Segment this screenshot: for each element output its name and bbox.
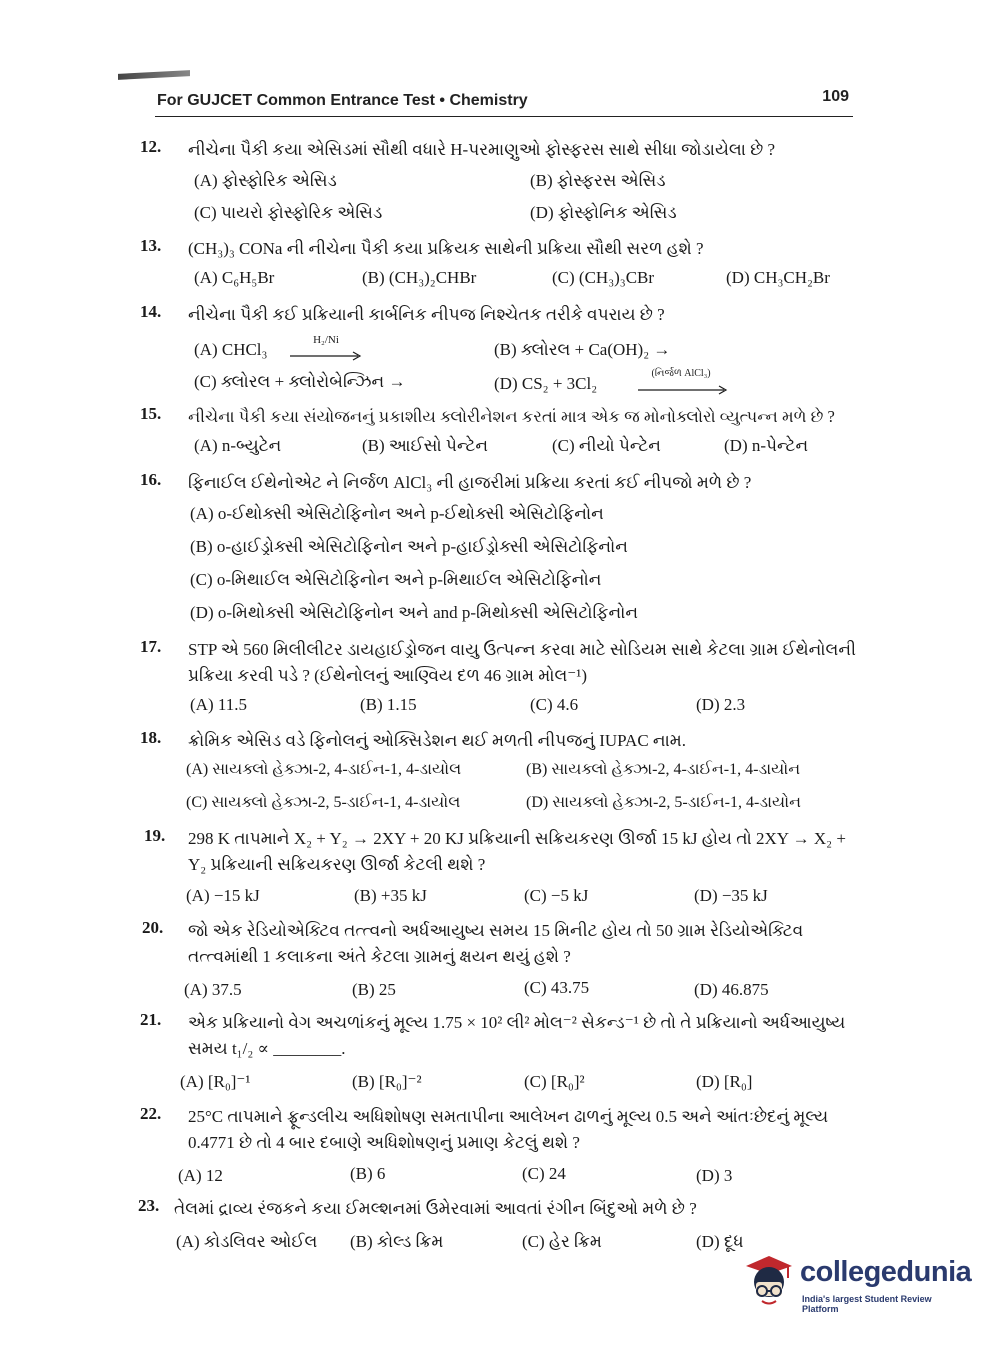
option-b: (B) 1.15 <box>360 695 417 714</box>
question-19 <box>140 826 860 911</box>
option-b: (B) 6 <box>350 1164 386 1183</box>
question-15 <box>140 404 860 464</box>
option-c: (C) પાયરો ફોસ્ફોરિક એસિડ <box>194 203 383 222</box>
question-17 <box>140 637 860 722</box>
question-text: નીચેના પૈકી કઈ પ્રક્રિયાની કાર્બનિક નીપજ નિશ્ચેતક તરીકે વપરાય છે ? <box>188 305 665 324</box>
question-14 <box>140 302 860 394</box>
header-title: For GUJCET Common Entrance Test • Chemistry <box>157 92 528 109</box>
question-number: 12. <box>140 137 162 156</box>
question-text: STP એ 560 મિલીલીટર ડાયહાઈડ્રોજન વાયુ ઉત્પન્ન કરવા માટે સોડિયમ સાથે કેટલા ગ્રામ ઈથેનોલની પ્રક્રિયા કરવી પડે ? (ઈથેનોલનું આણ્વિય દળ 46 ગ્રામ મોલ⁻¹) <box>188 640 856 685</box>
page-header <box>155 88 853 117</box>
option-d: (D) CH₃CH₂Br <box>726 268 830 287</box>
logo-wordmark: collegedunia <box>800 1256 972 1288</box>
option-c: (C) 4.6 <box>530 695 579 714</box>
question-number: 19. <box>144 826 166 845</box>
option-c: (C) [R₀]² <box>524 1072 585 1091</box>
question-23 <box>140 1196 860 1258</box>
collegedunia-watermark <box>742 1252 972 1314</box>
question-number: 13. <box>140 236 162 255</box>
option-b: (B) સાયક્લો હેક્ઝા-2, 4-ડાઈન-1, 4-ડાયોન <box>526 761 801 778</box>
question-number: 20. <box>142 918 164 937</box>
option-c: (C) ક્લોરલ + ક્લોરોબેન્ઝિન → <box>194 372 406 391</box>
option-d: (D) 2.3 <box>696 695 746 714</box>
option-c: (C) નીયો પેન્ટેન <box>552 436 661 455</box>
option-b: (B) +35 kJ <box>354 886 427 905</box>
option-a: (A) 12 <box>178 1166 223 1185</box>
option-b: (B) [R₀]⁻² <box>352 1072 422 1091</box>
option-b: (B) કોલ્ડ ક્રિમ <box>350 1232 444 1251</box>
decorative-corner-bar <box>118 70 190 80</box>
option-a: (A) o-ઈથોક્સી એસિટોફિનોન અને p-ઈથોક્સી એસિટોફિનોન <box>190 504 604 523</box>
option-c: (C) 43.75 <box>524 978 590 997</box>
option-d: (D) [R₀] <box>696 1072 753 1091</box>
option-c: (C) 24 <box>522 1164 566 1183</box>
question-text: ફિનાઈલ ઈથેનોએટ ને નિર્જળ AlCl₃ ની હાજરીમાં પ્રક્રિયા કરતાં કઈ નીપજો મળે છે ? <box>188 473 752 492</box>
option-d: (D) CS₂ + 3Cl₂ <box>494 374 598 393</box>
option-a: (A) n-બ્યુટેન <box>194 436 282 455</box>
question-number: 14. <box>140 302 162 321</box>
question-number: 23. <box>138 1196 160 1215</box>
question-text: ક્રોમિક એસિડ વડે ફિનોલનું ઓક્સિડેશન થઈ મળતી નીપજનું IUPAC નામ. <box>188 731 687 750</box>
option-d: (D) 3 <box>696 1166 733 1185</box>
collegedunia-mascot-icon <box>742 1252 796 1308</box>
option-c: (C) સાયક્લો હેક્ઝા-2, 5-ડાઈન-1, 4-ડાયોલ <box>186 794 461 811</box>
question-20 <box>140 918 860 1006</box>
option-a: (A) 37.5 <box>184 980 242 999</box>
option-a: (A) −15 kJ <box>186 886 260 905</box>
reaction-arrow-label: H₂/Ni <box>313 334 339 346</box>
option-a: (A) [R₀]⁻¹ <box>180 1072 251 1091</box>
option-d: (D) 46.875 <box>694 980 769 999</box>
question-text: એક પ્રક્રિયાનો વેગ અચળાંકનું મૂલ્ય 1.75 × 10² લી² મોલ⁻² સેકન્ડ⁻¹ છે તો તે પ્રક્રિયાનો અર્ધઆયુષ્ય સમય t₁/₂ ∝ ________. <box>188 1013 846 1058</box>
option-c: (C) o-મિથાઈલ એસિટોફિનોન અને p-મિથાઈલ એસિટોફિનોન <box>190 570 602 589</box>
option-b: (B) o-હાઈડ્રોક્સી એસિટોફિનોન અને p-હાઈડ્રોક્સી એસિટોફિનોન <box>190 537 628 556</box>
option-d: (D) સાયક્લો હેક્ઝા-2, 5-ડાઈન-1, 4-ડાયોન <box>526 794 802 811</box>
question-text: 25°C તાપમાને ફ્રૂન્ડલીચ અધિશોષણ સમતાપીના આલેખન ઢાળનું મૂલ્ય 0.5 અને આંતઃછેદનું મૂલ્ય 0.4771 છે તો 4 બાર દબાણે અધિશોષણનું પ્રમાણ કેટલું થશે ? <box>188 1107 829 1152</box>
option-c: (C) (CH₃)₃CBr <box>552 268 655 287</box>
question-number: 16. <box>140 470 162 489</box>
question-text: (CH₃)₃ CONa ની નીચેના પૈકી કયા પ્રક્રિયક સાથેની પ્રક્રિયા સૌથી સરળ હશે ? <box>188 239 704 258</box>
question-number: 18. <box>140 728 162 747</box>
question-text: નીચેના પૈકી કયા એસિડમાં સૌથી વધારે H-પરમાણુઓ ફોસ્ફરસ સાથે સીધા જોડાયેલા છે ? <box>188 140 776 159</box>
option-b: (B) (CH₃)₂CHBr <box>362 268 477 287</box>
question-text: 298 K તાપમાને X₂ + Y₂ → 2XY + 20 KJ પ્રક્રિયાની સક્રિયકરણ ઊર્જા 15 kJ હોય તો 2XY → X₂ + Y₂ પ્રક્રિયાની સક્રિયકરણ ઊર્જા કેટલી થશે ? <box>188 829 846 874</box>
option-a: (A) કોડલિવર ઓઈલ <box>176 1232 318 1251</box>
option-a: (A) 11.5 <box>190 695 247 714</box>
option-b: (B) ક્લોરલ + Ca(OH)₂ → <box>494 340 671 359</box>
question-18 <box>140 728 860 820</box>
option-d: (D) n-પેન્ટેન <box>724 436 809 455</box>
question-12 <box>140 137 860 229</box>
option-d: (D) o-મિથોક્સી એસિટોફિનોન અને and p-મિથોક્સી એસિટોફિનોન <box>190 603 639 622</box>
question-text: જો એક રેડિયોએક્ટિવ તત્ત્વનો અર્ધઆયુષ્ય સમય 15 મિનીટ હોય તો 50 ગ્રામ રેડિયોએક્ટિવ તત્ત્વમાંથી 1 કલાકના અંતે કેટલા ગ્રામનું ક્ષયન થયું હશે ? <box>188 921 804 966</box>
reaction-arrow-label: (નિર્જળ AlCl₃) <box>651 368 711 379</box>
question-16 <box>140 470 860 630</box>
question-text: તેલમાં દ્રાવ્ય રંજકને કયા ઈમલ્શનમાં ઉમેરવામાં આવતાં રંગીન બિંદુઓ મળે છે ? <box>174 1199 697 1218</box>
question-13 <box>140 236 860 296</box>
option-c: (C) −5 kJ <box>524 886 589 905</box>
option-b: (B) આઈસો પેન્ટેન <box>362 436 489 455</box>
option-b: (B) ફોસ્ફરસ એસિડ <box>530 171 666 190</box>
option-b: (B) 25 <box>352 980 396 999</box>
question-number: 21. <box>140 1010 162 1029</box>
page-number: 109 <box>822 88 849 105</box>
question-text: નીચેના પૈકી કયા સંયોજનનું પ્રકાશીય ક્લોરીનેશન કરતાં માત્ર એક જ મોનોક્લોરો વ્યુત્પન્ન મળે છે ? <box>188 407 835 426</box>
option-a: (A) C₆H₅Br <box>194 268 275 287</box>
option-d: (D) −35 kJ <box>694 886 768 905</box>
question-number: 15. <box>140 404 162 423</box>
option-c: (C) હેર ક્રિમ <box>522 1232 602 1251</box>
option-a: (A) ફોસ્ફોરિક એસિડ <box>194 171 337 190</box>
reaction-arrow-d <box>638 380 730 400</box>
reaction-arrow-a <box>290 346 364 366</box>
option-a: (A) CHCl₃ <box>194 340 268 359</box>
logo-tagline: India's largest Student Review Platform <box>802 1294 932 1314</box>
question-number: 17. <box>140 637 162 656</box>
option-d: (D) ફોસ્ફોનિક એસિડ <box>530 203 677 222</box>
question-22 <box>140 1104 860 1192</box>
option-d: (D) દૂધ <box>696 1232 744 1251</box>
question-number: 22. <box>140 1104 162 1123</box>
question-21 <box>140 1010 860 1100</box>
option-a: (A) સાયક્લો હેક્ઝા-2, 4-ડાઈન-1, 4-ડાયોલ <box>186 761 462 778</box>
